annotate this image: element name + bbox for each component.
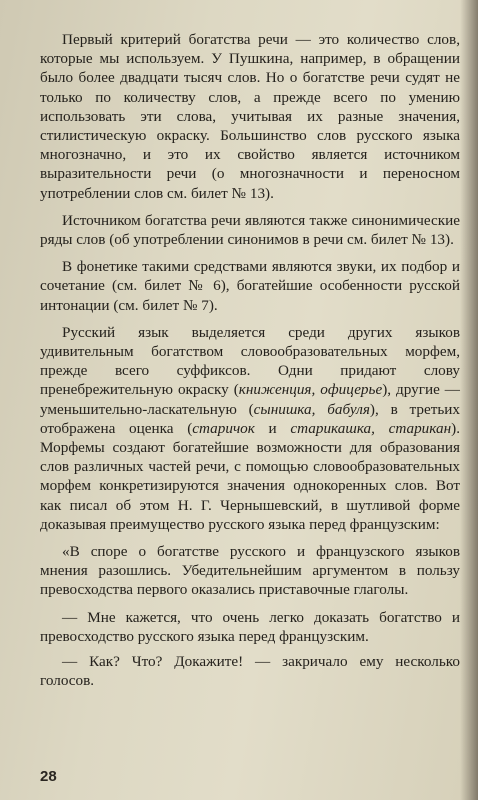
paragraph-vocabulary-criterion: Первый критерий богатства речи — это количество слов, которые мы используем. У Пушкина, например, в обращении было более двадцати тысяч слов. Но о богатстве речи судят не только по количеству слов, а прежде всего по умению использовать эти слова, учитывая их разные значения, стилистическую окраску. Большинство слов русского языка многозначно, и это их свойство является источником выразительности речи (о многозначности и переносном употреблении слов см. билет № 13). <box>40 31 460 202</box>
paragraph-morphemes-text: и <box>254 419 291 437</box>
page-number: 28 <box>40 768 57 785</box>
paragraph-synonyms: Источником богатства речи являются также синонимические ряды слов (об употреблении синонимов в речи см. билет № 13). <box>40 211 460 249</box>
quote-dialog-line: — Как? Что? Докажите! — закричало ему несколько голосов. <box>40 653 460 690</box>
paragraph-morphemes <box>40 323 460 534</box>
example-pejorative: книженция, офицерье <box>238 381 383 399</box>
page-body-text <box>40 30 460 697</box>
paragraph-morphemes-text: Русский язык выделяется среди других языков удивительным богатством словообразовательных морфем, прежде всего суффиксов. Одни придают слову пренебрежительную окраску ( <box>40 323 460 399</box>
quote-opening: «В споре о богатстве русского и французского языков мнения разошлись. Убедительнейшим аргументом в пользу превосходства первого оказались приставочные глаголы. <box>40 543 460 599</box>
example-evaluation: старичок <box>192 419 255 437</box>
quote-dialog-line: — Мне кажется, что очень легко доказать богатство и превосходство русского языка перед французским. <box>40 608 460 645</box>
paragraph-morphemes-text: ), в третьих отображена оценка ( <box>40 400 460 437</box>
paragraph-phonetics: В фонетике такими средствами являются звуки, их подбор и сочетание (см. билет № 6), богатейшие особенности русской интонации (см. билет № 7). <box>40 258 460 314</box>
example-evaluation: старикашка, старикан <box>290 419 452 437</box>
paragraph-morphemes-text: ), другие — уменьшительно-ласкательную ( <box>40 381 460 418</box>
paragraph-morphemes-text: ). Морфемы создают богатейшие возможности для образования слов различных частей речи, с помощью словообразовательных морфем конкретизируются значения однокоренных слов. Вот как писал об этом Н. Г. Чернышевский, в шутливой форме доказывая преимущество русского языка перед французским: <box>40 419 460 533</box>
example-diminutive: сынишка, бабуля <box>253 400 370 418</box>
